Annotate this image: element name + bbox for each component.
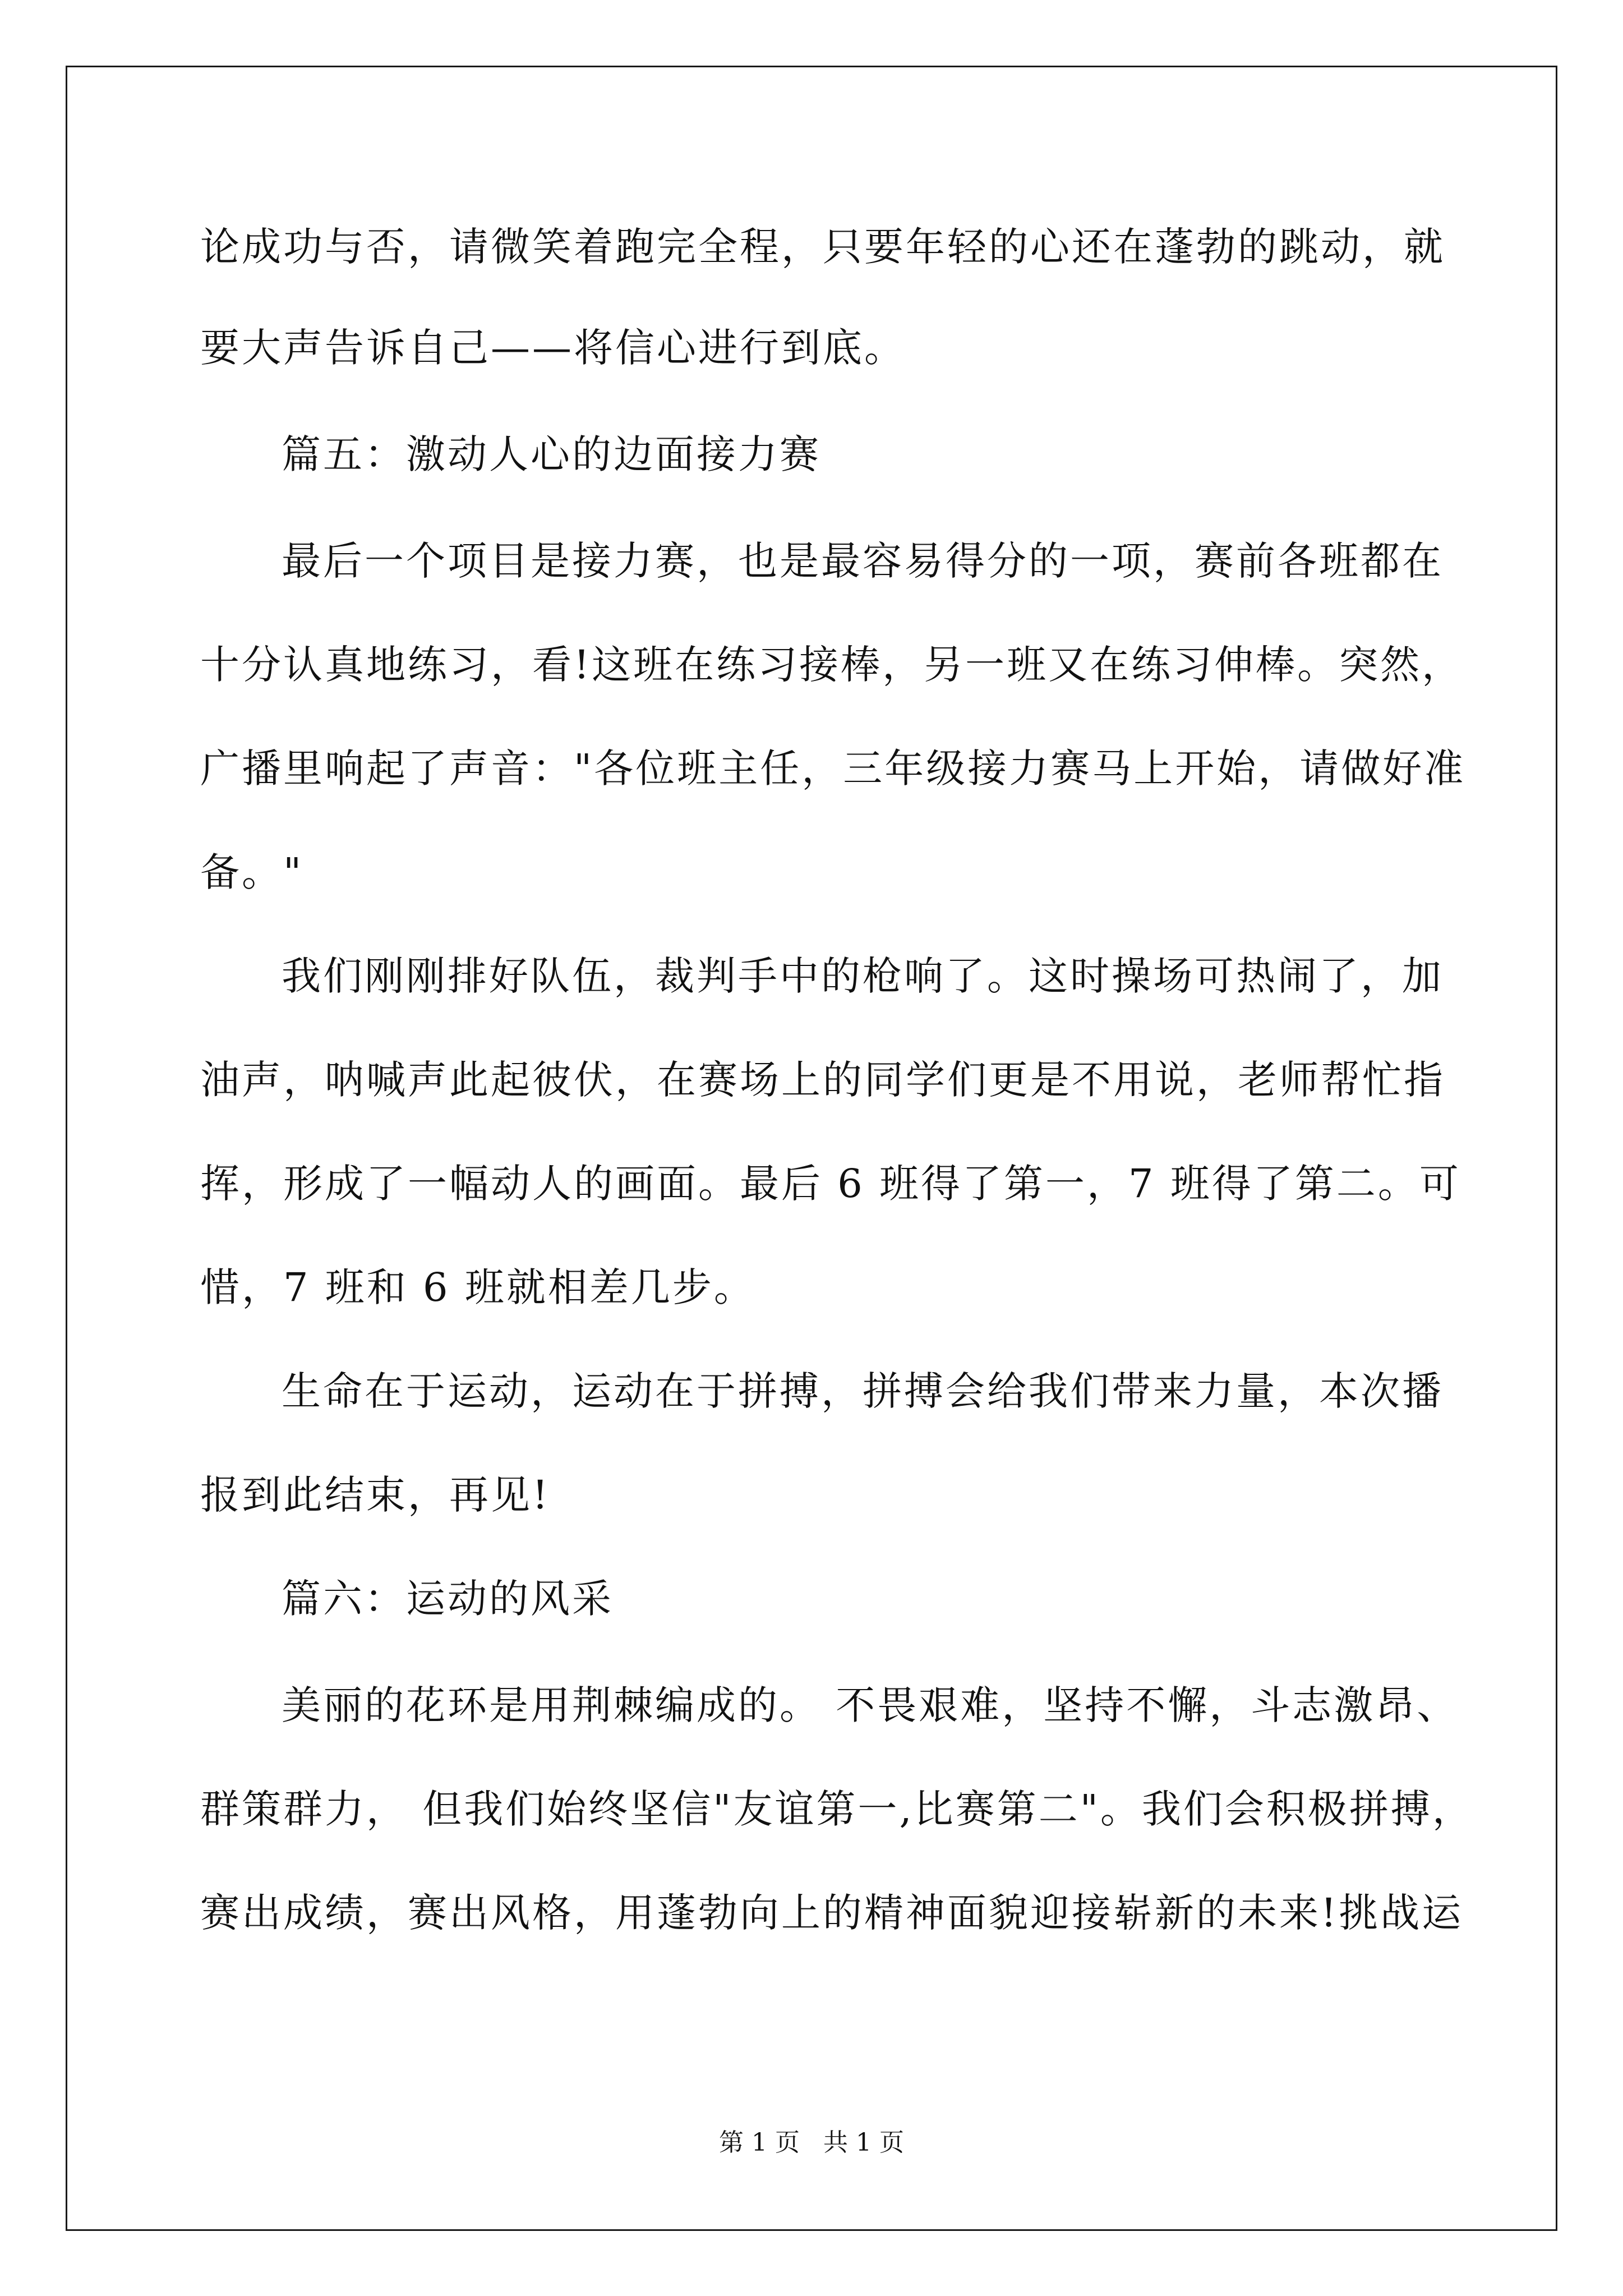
text-line: 惜，7 班和 6 班就相差几步。 [200,1264,755,1310]
section-heading: 篇五：激动人心的边面接力赛 [282,431,821,477]
paragraph-start-line: 生命在于运动，运动在于拼搏，拼搏会给我们带来力量，本次播 [282,1368,1444,1414]
text-line: 广播里响起了声音："各位班主任，三年级接力赛马上开始，请做好准 [200,746,1466,792]
paragraph-start-line: 美丽的花环是用荆棘编成的。 不畏艰难，坚持不懈，斗志激昂、 [282,1682,1459,1728]
text-line: 油声，呐喊声此起彼伏，在赛场上的同学们更是不用说，老师帮忙指 [200,1057,1445,1103]
text-line: 挥，形成了一幅动人的画面。最后 6 班得了第一，7 班得了第二。可 [200,1161,1461,1207]
page-footer: 第 1 页 共 1 页 [719,2128,904,2157]
text-line: 群策群力， 但我们始终坚信"友谊第一,比赛第二"。我们会积极拼搏， [200,1786,1474,1832]
paragraph-start-line: 最后一个项目是接力赛，也是最容易得分的一项，赛前各班都在 [282,538,1444,584]
text-line: 论成功与否，请微笑着跑完全程，只要年轻的心还在蓬勃的跳动，就 [200,224,1445,270]
text-line: 赛出成绩，赛出风格，用蓬勃向上的精神面貌迎接崭新的未来!挑战运 [200,1890,1464,1936]
text-line: 备。" [200,849,304,895]
section-heading: 篇六：运动的风采 [282,1576,614,1622]
text-line: 报到此结束，再见! [200,1472,551,1518]
paragraph-start-line: 我们刚刚排好队伍，裁判手中的枪响了。这时操场可热闹了，加 [282,953,1444,999]
text-line: 十分认真地练习，看!这班在练习接棒，另一班又在练习伸棒。突然， [200,642,1464,688]
text-line: 要大声告诉自己——将信心进行到底。 [200,325,906,371]
